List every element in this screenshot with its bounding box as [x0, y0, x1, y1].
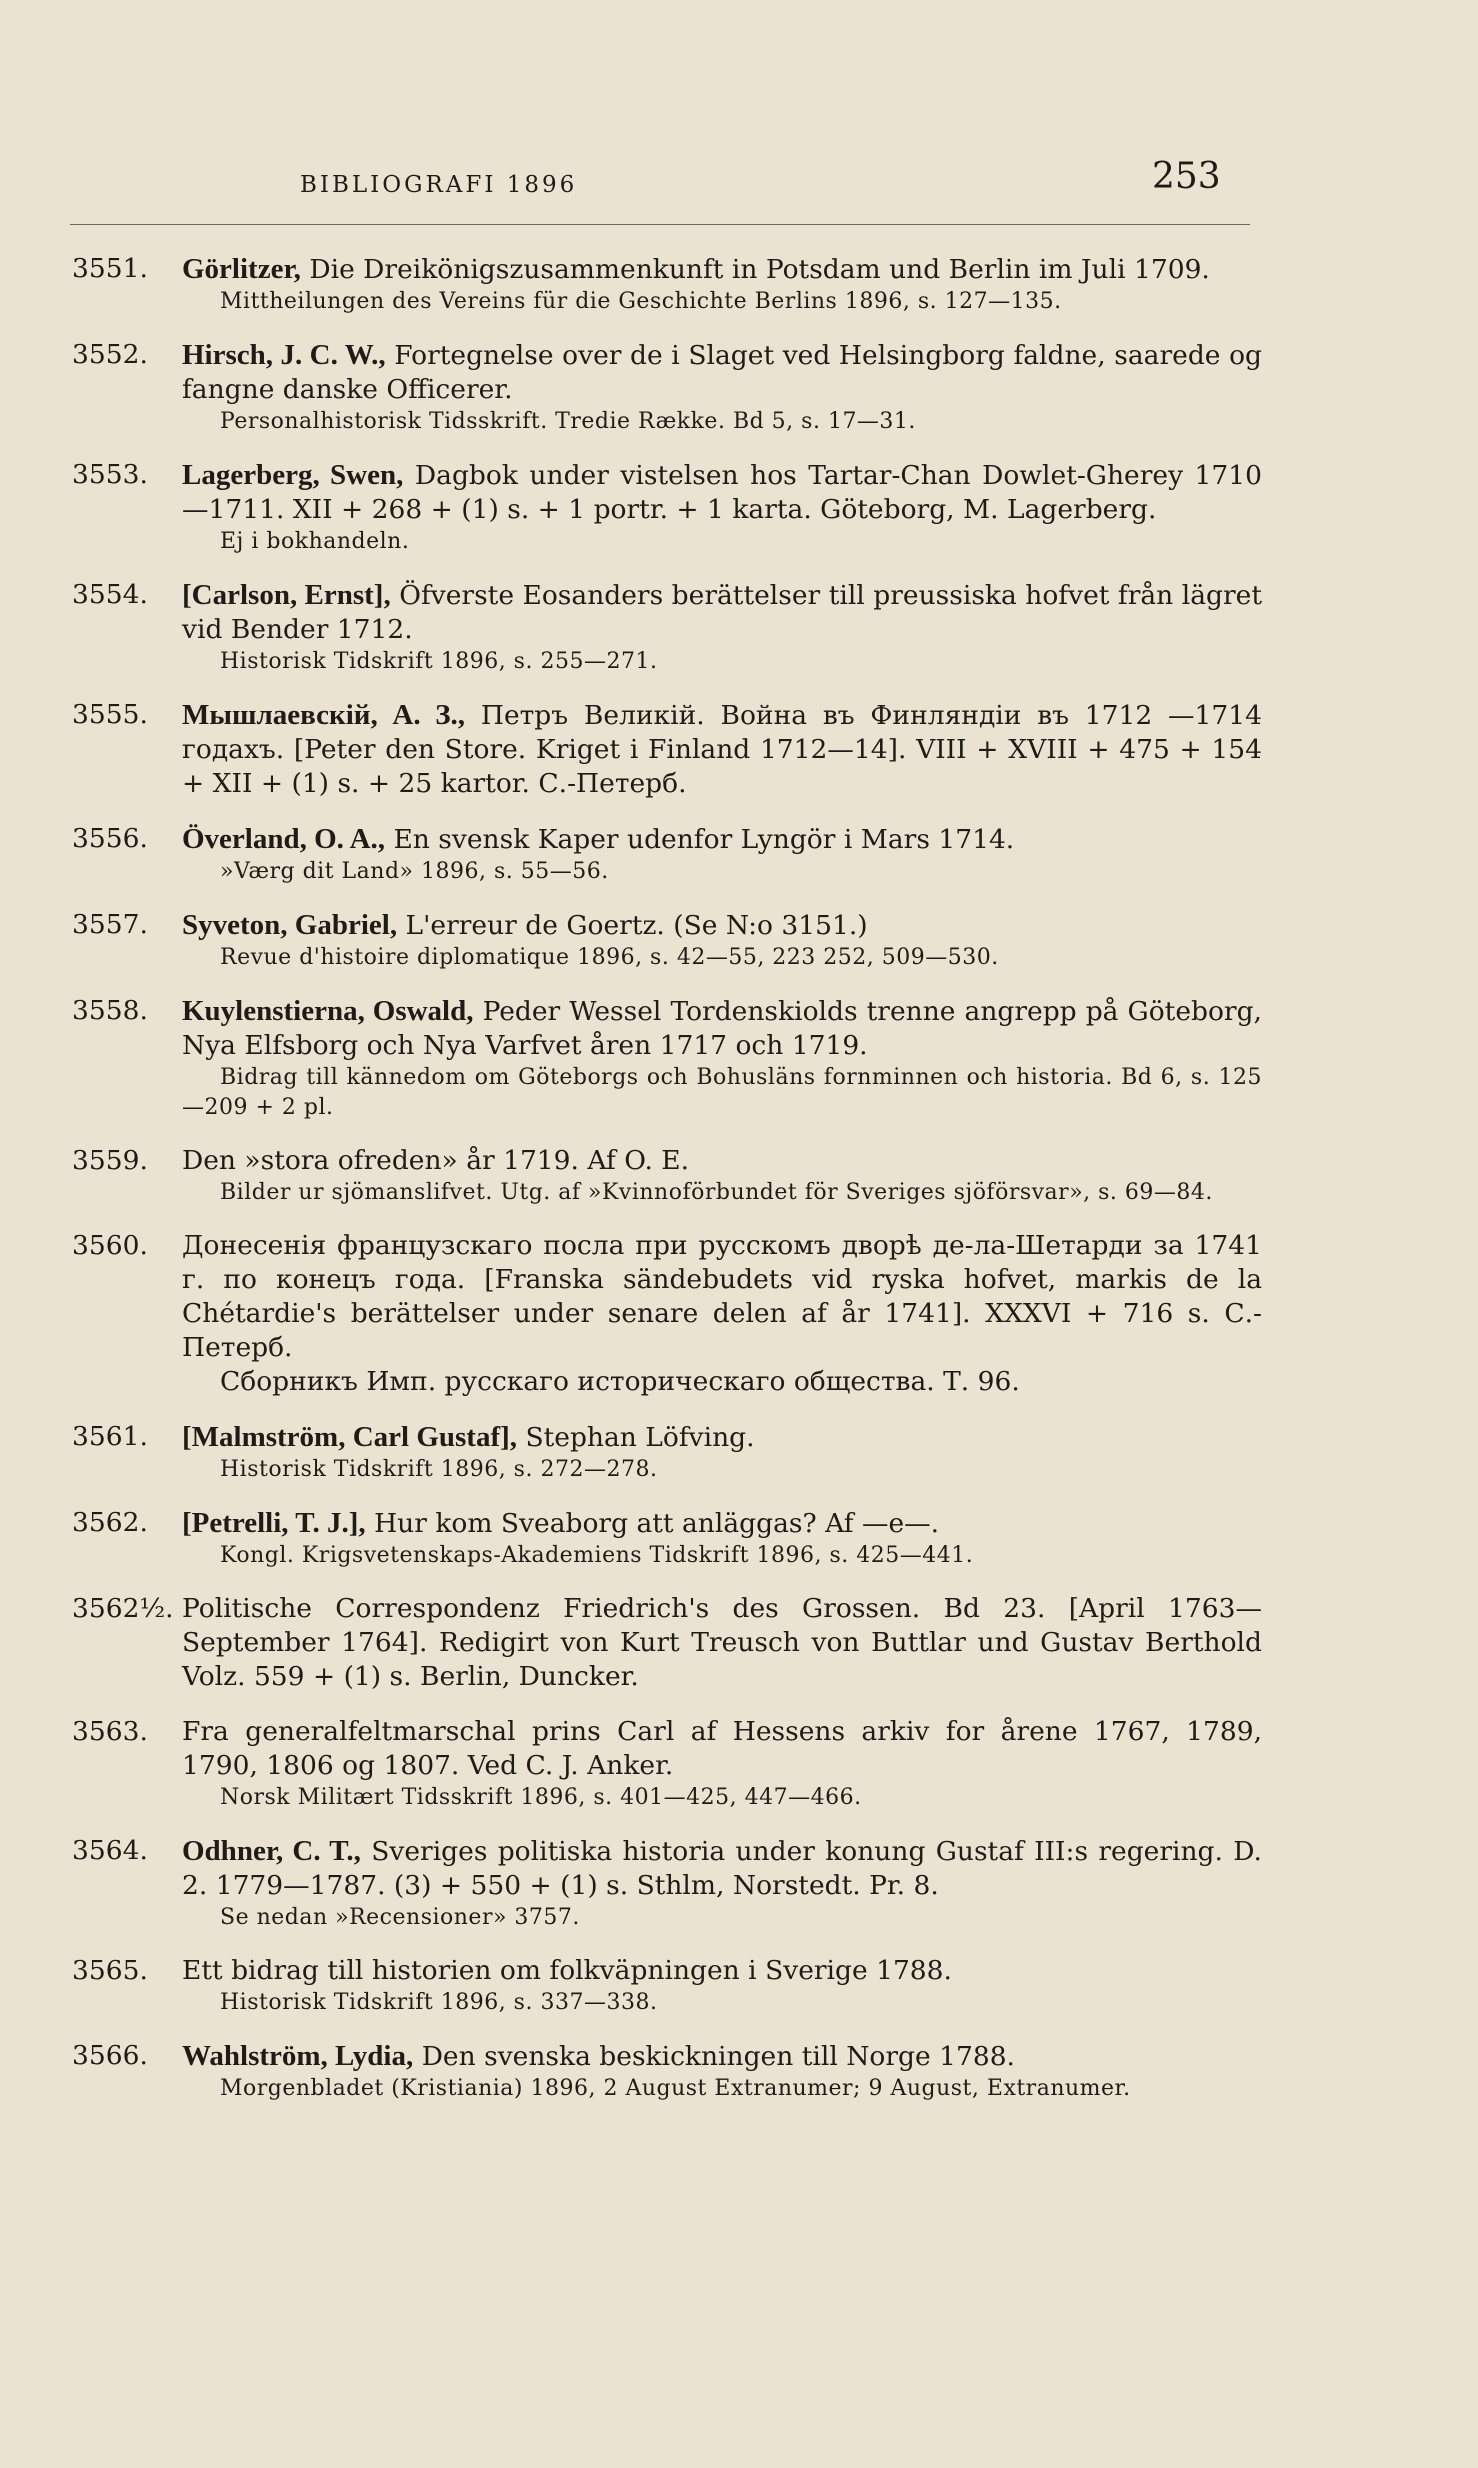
entry-3551: [72, 252, 1262, 317]
entry-3558: [72, 994, 1262, 1123]
entry-3554: [72, 578, 1262, 677]
entry-title: Hur kom Sveaborg att anläggas? Af —e—.: [374, 1508, 940, 1539]
entry-author: Görlitzer,: [182, 253, 301, 285]
entry-title: Die Dreikönigszusammenkunft in Potsdam und Berlin im Juli 1709.: [309, 254, 1210, 285]
entry-3566: [72, 2039, 1262, 2104]
entry-title: En svensk Kaper udenfor Lyngör i Mars 1714.: [393, 824, 1015, 855]
entry-number: 3557.: [72, 909, 148, 940]
entry-author: Odhner, C. T.,: [182, 1835, 361, 1867]
entry-author: [Malmström, Carl Gustaf],: [182, 1421, 518, 1453]
entry-number: 3551.: [72, 253, 148, 284]
entry-number: 3560.: [72, 1230, 148, 1261]
entry-source: Bilder ur sjömanslifvet. Utg. af »Kvinnoförbundet för Sveriges sjöförsvar», s. 69—84.: [220, 1180, 1213, 1205]
entry-3562: [72, 1506, 1262, 1571]
entry-3555: [72, 698, 1262, 801]
entry-title: Sveriges politiska historia under konung Gustaf III:s regering. D. 2. 1779—1787. (3) + 550 + (1) s. Sthlm, Norstedt. Pr. 8.: [182, 1836, 1262, 1901]
entry-3553: [72, 458, 1262, 557]
entry-number: 3564.: [72, 1835, 148, 1866]
entry-3563: [72, 1715, 1262, 1813]
entry-source: Historisk Tidskrift 1896, s. 255—271.: [220, 649, 658, 674]
entry-note: Se nedan »Recensioner» 3757.: [220, 1905, 580, 1930]
entry-title: Den svenska beskickningen till Norge 1788.: [421, 2041, 1015, 2072]
entry-number: 3565.: [72, 1955, 148, 1986]
entry-title: Öfverste Eosanders berättelser till preussiska hofvet från lägret vid Bender 1712.: [182, 580, 1262, 645]
entry-author: Syveton, Gabriel,: [182, 909, 398, 941]
entry-number: 3552.: [72, 339, 148, 370]
entry-author: Kuylenstierna, Oswald,: [182, 995, 474, 1027]
entry-title: Politische Correspondenz Friedrich's des Grossen. Bd 23. [April 1763—September 1764]. Redigirt von Kurt Treusch von Buttlar und Gustav Berthold Volz. 559 + (1) s. Berlin, Duncker.: [182, 1593, 1262, 1692]
page-number: 253: [1152, 156, 1221, 197]
entry-author: Wahlström, Lydia,: [182, 2040, 414, 2072]
entry-3559: [72, 1144, 1262, 1208]
entry-author: [Carlson, Ernst],: [182, 579, 391, 611]
entry-title: Донесенія французскаго посла при русскомъ дворѣ де-ла-Шетарди за 1741 г. по конецъ года. [Franska sändebudets vid ryska hofvet, markis de la Chétardie's berättelser under senare delen af år 1741]. XXXVI + 716 s. С.-Петерб.: [182, 1230, 1262, 1363]
entry-3562-half: [72, 1592, 1262, 1694]
entry-author: Hirsch, J. C. W.,: [182, 339, 386, 371]
running-head: BIBLIOGRAFI 1896: [300, 172, 578, 198]
entry-3561: [72, 1420, 1262, 1485]
entry-source: Сборникъ Имп. русскаго историческаго общества. Т. 96.: [220, 1366, 1020, 1397]
entry-source: Mittheilungen des Vereins für die Geschichte Berlins 1896, s. 127—135.: [220, 289, 1062, 314]
entry-source: Morgenbladet (Kristiania) 1896, 2 August Extranumer; 9 August, Extranumer.: [220, 2076, 1131, 2101]
entry-number: 3566.: [72, 2040, 148, 2071]
entry-title: Ett bidrag till historien om folkväpningen i Sverige 1788.: [182, 1955, 952, 1986]
entry-source: Norsk Militært Tidsskrift 1896, s. 401—425, 447—466.: [220, 1785, 862, 1810]
entry-author: Överland, O. A.,: [182, 823, 386, 855]
entry-title: Dagbok under vistelsen hos Tartar-Chan Dowlet-Gherey 1710—1711. XII + 268 + (1) s. + 1 portr. + 1 karta. Göteborg, M. Lagerberg.: [182, 460, 1262, 525]
header-rule: [70, 224, 1250, 225]
entry-note: Ej i bokhandeln.: [220, 529, 410, 554]
entry-number: 3562½.: [72, 1593, 174, 1624]
entry-number: 3554.: [72, 579, 148, 610]
entry-author: Мышлаевскій, А. З.,: [182, 699, 466, 731]
entry-number: 3561.: [72, 1421, 148, 1452]
entry-source: Kongl. Krigsvetenskaps-Akademiens Tidskrift 1896, s. 425—441.: [220, 1543, 974, 1568]
entry-author: Lagerberg, Swen,: [182, 459, 404, 491]
entry-title: Stephan Löfving.: [525, 1422, 755, 1453]
entry-number: 3555.: [72, 699, 148, 730]
entry-source: Historisk Tidskrift 1896, s. 272—278.: [220, 1457, 658, 1482]
entry-number: 3556.: [72, 823, 148, 854]
entry-number: 3563.: [72, 1716, 148, 1747]
entry-number: 3559.: [72, 1145, 148, 1176]
entry-3564: [72, 1834, 1262, 1933]
entry-number: 3562.: [72, 1507, 148, 1538]
entry-title: Петръ Великій. Война въ Финляндіи въ 1712 —1714 годахъ. [Peter den Store. Kriget i Finland 1712—14]. VIII + XVIII + 475 + 154 + XII + (1) s. + 25 kartor. С.-Петерб.: [182, 700, 1262, 799]
entry-title: L'erreur de Goertz. (Se N:o 3151.): [405, 910, 868, 941]
entry-number: 3553.: [72, 459, 148, 490]
entry-title: Fortegnelse over de i Slaget ved Helsingborg faldne, saarede og fangne danske Officerer.: [182, 340, 1262, 405]
entry-author: [Petrelli, T. J.],: [182, 1507, 366, 1539]
entry-title: Den »stora ofreden» år 1719. Af O. E.: [182, 1145, 690, 1176]
entry-source: Historisk Tidskrift 1896, s. 337—338.: [220, 1990, 658, 2015]
entry-3565: [72, 1954, 1262, 2018]
entry-number: 3558.: [72, 995, 148, 1026]
entry-3560: [72, 1229, 1262, 1399]
entry-3556: [72, 822, 1262, 887]
bibliography-list: [72, 252, 1262, 2125]
entry-title: Peder Wessel Tordenskiolds trenne angrepp på Göteborg, Nya Elfsborg och Nya Varfvet åren 1717 och 1719.: [182, 996, 1262, 1061]
entry-source: Revue d'histoire diplomatique 1896, s. 42—55, 223 252, 509—530.: [220, 945, 999, 970]
entry-source: »Værg dit Land» 1896, s. 55—56.: [220, 859, 609, 884]
entry-3552: [72, 338, 1262, 437]
entry-title: Fra generalfeltmarschal prins Carl af Hessens arkiv for årene 1767, 1789, 1790, 1806 og 1807. Ved C. J. Anker.: [182, 1716, 1262, 1781]
entry-source: Bidrag till kännedom om Göteborgs och Bohusläns fornminnen och historia. Bd 6, s. 125—209 + 2 pl.: [182, 1065, 1262, 1120]
entry-source: Personalhistorisk Tidsskrift. Tredie Række. Bd 5, s. 17—31.: [220, 409, 916, 434]
entry-3557: [72, 908, 1262, 973]
